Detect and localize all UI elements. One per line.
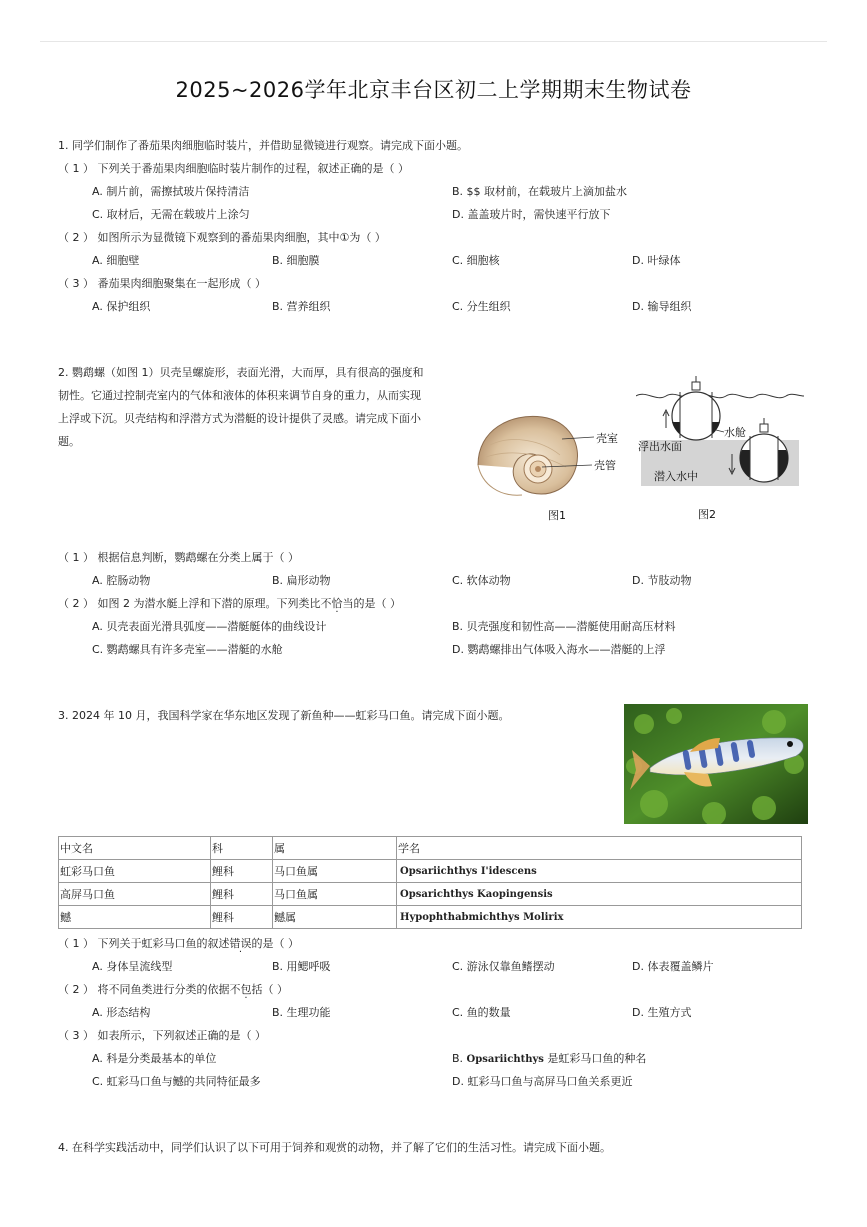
q1-sub1-stem: （ 1 ） 下列关于番茄果肉细胞临时装片制作的过程，叙述正确的是（ ） [58,162,409,175]
q2-sub2-option-a[interactable]: A. 贝壳表面光滑具弧度——潜艇艇体的曲线设计 [92,620,327,633]
fig2-label-dive: 潜入水中 [654,470,698,483]
table-row [59,906,802,929]
table-cell: Hypophthabmichthys Molirix [397,906,802,929]
q3-sub2-option-b[interactable]: B. 生理功能 [272,1006,331,1019]
q3-sub3-option-a[interactable]: A. 科是分类最基本的单位 [92,1052,217,1065]
q3-sub1-option-d[interactable]: D. 体表覆盖鳞片 [632,960,714,973]
q1-sub1-option-c[interactable]: C. 取材后，无需在载玻片上涂匀 [92,208,250,221]
q2-sub2-option-d[interactable]: D. 鹦鹉螺排出气体吸入海水——潜艇的上浮 [452,643,666,656]
table-header-cell: 科 [211,837,273,860]
fig2-caption: 图2 [698,508,716,521]
q1-sub3-option-c[interactable]: C. 分生组织 [452,300,511,313]
table-cell: 鲤科 [211,860,273,883]
q2-sub2-stem: （ 2 ） 如图 2 为潜水艇上浮和下潜的原理。下列类比不恰当的是（ ） [58,597,401,610]
q3-sub3-option-d[interactable]: D. 虹彩马口鱼与高屏马口鱼关系更近 [452,1075,633,1088]
table-header-row [59,837,802,860]
submarine-figure [636,374,804,526]
q2-sub1-option-d[interactable]: D. 节肢动物 [632,574,692,587]
q3-sub2-option-a[interactable]: A. 形态结构 [92,1006,151,1019]
q1-sub3-stem: （ 3 ） 番茄果肉细胞聚集在一起形成（ ） [58,277,266,290]
table-header-cell: 学名 [397,837,802,860]
table-cell: 虹彩马口鱼 [59,860,211,883]
table-row [59,860,802,883]
q2-sub1-stem: （ 1 ） 根据信息判断，鹦鹉螺在分类上属于（ ） [58,551,299,564]
table-row [59,883,802,906]
table-header-cell: 中文名 [59,837,211,860]
page-title: 2025~2026学年北京丰台区初二上学期期末生物试卷 [175,78,692,102]
table-cell: 高屏马口鱼 [59,883,211,906]
q1-sub2-option-a[interactable]: A. 细胞壁 [92,254,140,267]
nautilus-shell-figure [470,405,630,525]
q1-stem: 1. 同学们制作了番茄果肉细胞临时装片，并借助显微镜进行观察。请完成下面小题。 [58,139,468,152]
table-cell: 鳡属 [273,906,397,929]
q3-sub2-stem: （ 2 ） 将不同鱼类进行分类的依据不包括（ ） [58,983,288,996]
table-header-cell: 属 [273,837,397,860]
fish-classification-table [58,836,802,929]
q3-sub2-option-c[interactable]: C. 鱼的数量 [452,1006,511,1019]
q2-sub1-option-b[interactable]: B. 扁形动物 [272,574,331,587]
q4-stem: 4. 在科学实践活动中，同学们认识了以下可用于饲养和观赏的动物，并了解了它们的生活习性。请完成下面小题。 [58,1141,611,1154]
q1-sub2-option-d[interactable]: D. 叶绿体 [632,254,681,267]
q3-sub1-stem: （ 1 ） 下列关于虹彩马口鱼的叙述错误的是（ ） [58,937,299,950]
q3-sub1-option-a[interactable]: A. 身体呈流线型 [92,960,173,973]
table-cell: Opsarichthys Kaopingensis [397,883,802,906]
q2-stem-line-4: 题。 [58,435,80,448]
q3-sub3-option-b[interactable]: B. Opsariichthys 是虹彩马口鱼的种名 [452,1052,647,1065]
q3-sub1-option-c[interactable]: C. 游泳仅靠鱼鳍摆动 [452,960,555,973]
q2-sub1-option-a[interactable]: A. 腔肠动物 [92,574,151,587]
q1-sub2-option-b[interactable]: B. 细胞膜 [272,254,320,267]
q3-sub1-option-b[interactable]: B. 用鳃呼吸 [272,960,331,973]
top-divider [40,41,827,42]
q1-sub1-option-d[interactable]: D. 盖盖玻片时，需快速平行放下 [452,208,611,221]
table-cell: 鳡 [59,906,211,929]
q2-sub2-option-c[interactable]: C. 鹦鹉螺具有许多壳室——潜艇的水舱 [92,643,283,656]
q1-sub1-option-a[interactable]: A. 制片前，需擦拭玻片保持清洁 [92,185,250,198]
q1-sub3-option-b[interactable]: B. 营养组织 [272,300,331,313]
q2-stem-line-3: 上浮或下沉。贝壳结构和浮潜方式为潜艇的设计提供了灵感。请完成下面小 [58,412,421,425]
table-cell: Opsariichthys I'idescens [397,860,802,883]
q2-stem-line-2: 韧性。它通过控制壳室内的气体和液体的体积来调节自身的重力，从而实现 [58,389,421,402]
q3-sub3-stem: （ 3 ） 如表所示，下列叙述正确的是（ ） [58,1029,266,1042]
table-cell: 马口鱼属 [273,883,397,906]
q3-sub2-emphasis: 不包括 [229,983,263,996]
table-cell: 马口鱼属 [273,860,397,883]
rainbow-fish-photo [624,704,808,824]
fig1-label-tube: 壳管 [594,459,616,472]
q3-sub3-option-c[interactable]: C. 虹彩马口鱼与鳡的共同特征最多 [92,1075,261,1088]
q1-sub3-option-a[interactable]: A. 保护组织 [92,300,151,313]
fig2-label-tank: 水舱 [724,426,746,439]
fig2-label-float: 浮出水面 [638,440,682,453]
q2-stem-line-1: 2. 鹦鹉螺（如图 1）贝壳呈螺旋形，表面光滑，大而厚，具有很高的强度和 [58,366,424,379]
q1-sub3-option-d[interactable]: D. 输导组织 [632,300,692,313]
q1-sub2-option-c[interactable]: C. 细胞核 [452,254,500,267]
q1-sub1-option-b[interactable]: B. $$ 取材前，在载玻片上滴加盐水 [452,185,628,198]
fig1-caption: 图1 [548,509,566,522]
q2-sub1-option-c[interactable]: C. 软体动物 [452,574,511,587]
q2-sub2-emphasis: 不恰当 [320,597,354,610]
q3-sub1-emphasis: 错误 [229,937,252,950]
table-cell: 鲤科 [211,906,273,929]
q3-sub2-option-d[interactable]: D. 生殖方式 [632,1006,692,1019]
q1-sub2-stem: （ 2 ） 如图所示为显微镜下观察到的番茄果肉细胞，其中①为（ ） [58,231,386,244]
q2-sub2-option-b[interactable]: B. 贝壳强度和韧性高——潜艇使用耐高压材料 [452,620,676,633]
q3-stem: 3. 2024 年 10 月，我国科学家在华东地区发现了新鱼种——虹彩马口鱼。请完成下面小题。 [58,709,510,722]
fig1-label-chamber: 壳室 [596,432,618,445]
table-cell: 鲤科 [211,883,273,906]
